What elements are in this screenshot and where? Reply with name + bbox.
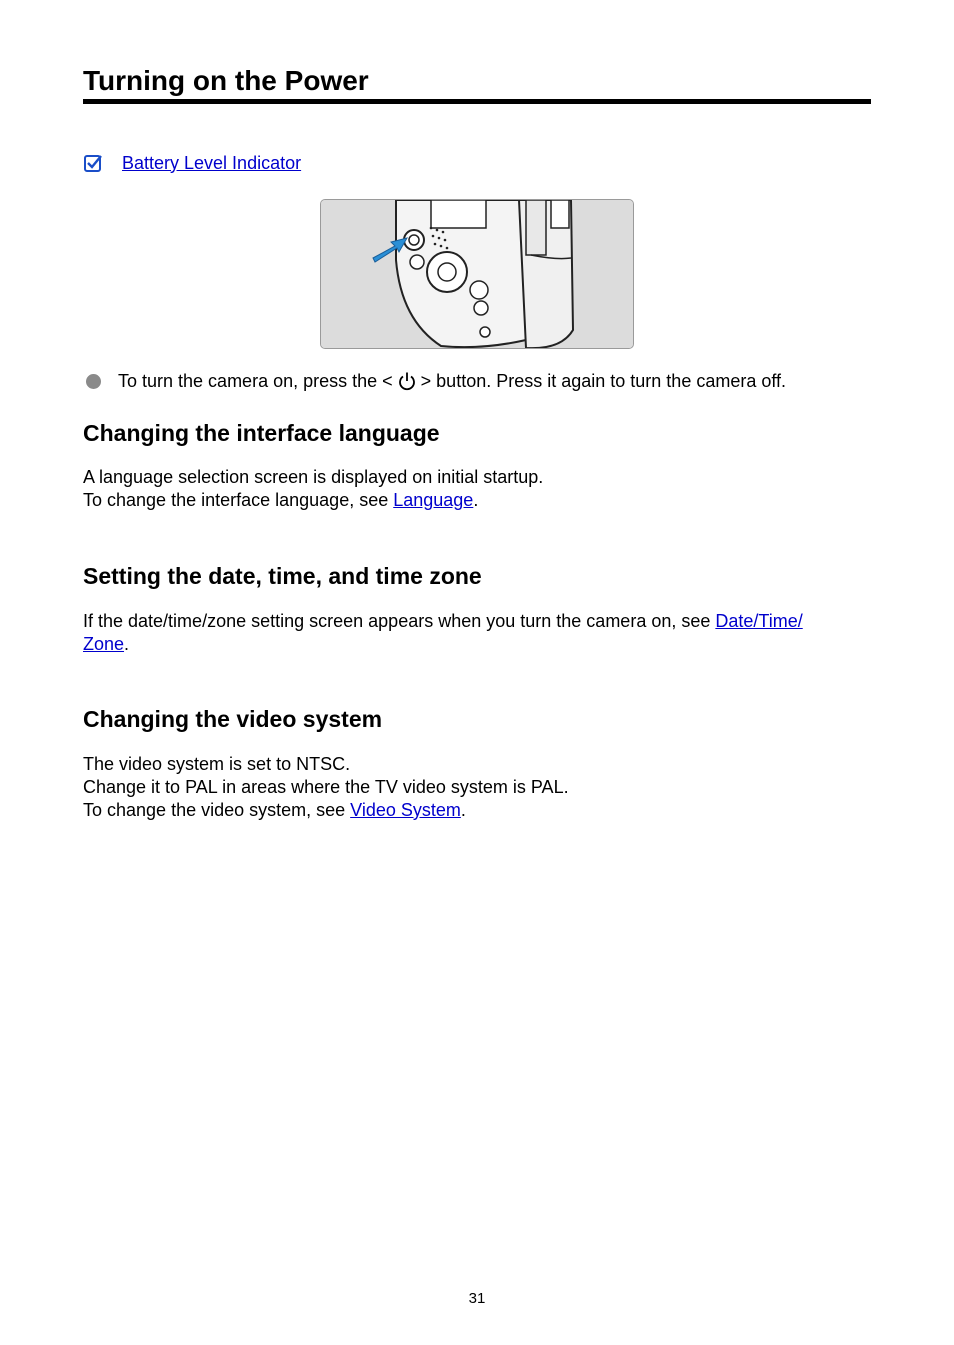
power-instruction-text-before: To turn the camera on, press the < (118, 370, 393, 391)
video-system-line3-text: To change the video system, see (83, 800, 351, 820)
page-number: 31 (468, 1290, 486, 1307)
date-time-zone-line2 (83, 633, 873, 656)
page-title: Turning on the Power (83, 65, 369, 96)
date-time-zone-link-part1[interactable]: Date/Time/ (715, 611, 803, 631)
camera-power-button-illustration (320, 199, 634, 349)
language-link[interactable]: Language (393, 490, 474, 510)
interface-language-line2-text: To change the interface language, see (83, 490, 394, 510)
date-time-zone-paragraph (83, 610, 873, 656)
video-system-paragraph (83, 753, 873, 822)
interface-language-line2 (83, 489, 873, 512)
power-instruction-text-after: > button. Press it again to turn the camera off. (420, 370, 787, 391)
video-system-line3 (83, 799, 873, 822)
power-instruction-bullet (83, 368, 786, 394)
video-system-line2: Change it to PAL in areas where the TV video system is PAL. (83, 777, 569, 797)
video-system-link[interactable]: Video System (350, 800, 461, 820)
heading-date-time-zone: Setting the date, time, and time zone (83, 563, 482, 589)
period: . (124, 634, 130, 654)
interface-language-paragraph (83, 466, 873, 512)
title-rule (83, 99, 871, 104)
power-icon (397, 371, 417, 391)
battery-level-indicator-link[interactable]: Battery Level Indicator (122, 152, 302, 173)
period: . (473, 490, 479, 510)
interface-language-line1: A language selection screen is displayed on initial startup. (83, 467, 544, 487)
heading-video-system: Changing the video system (83, 706, 383, 732)
checkbox-link-icon (83, 153, 103, 173)
period: . (460, 800, 466, 820)
video-system-line1: The video system is set to NTSC. (83, 754, 351, 774)
date-time-zone-line1 (83, 610, 873, 633)
bullet-dot-icon (86, 374, 101, 389)
date-time-zone-link-part2[interactable]: Zone (83, 634, 125, 654)
date-time-zone-text: If the date/time/zone setting screen appears when you turn the camera on, see (83, 611, 716, 631)
heading-interface-language: Changing the interface language (83, 420, 440, 446)
related-link-row (83, 150, 301, 176)
